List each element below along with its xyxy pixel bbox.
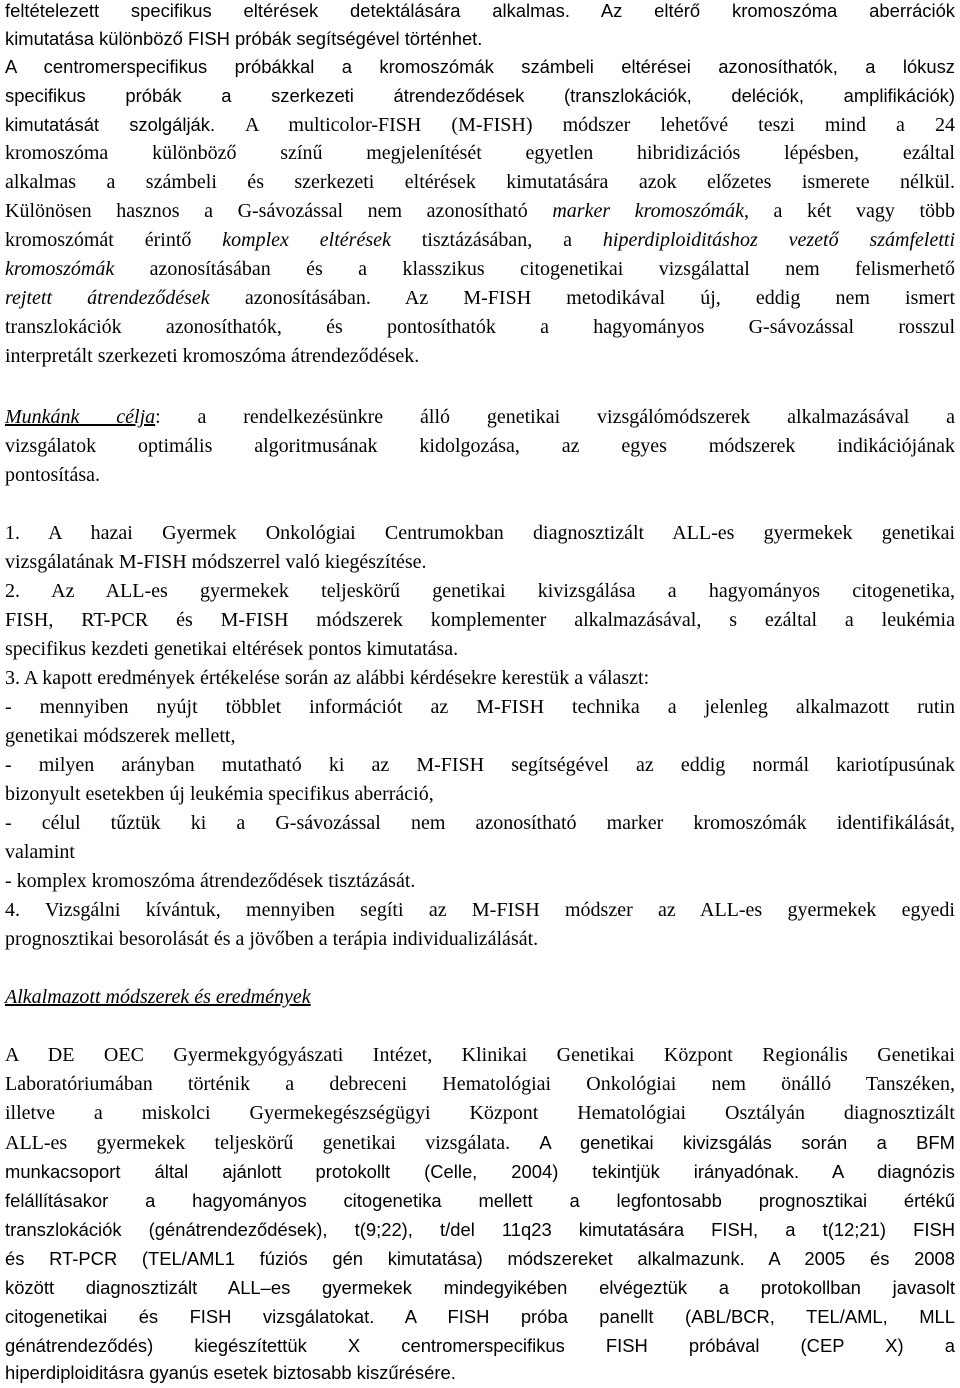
text-line (5, 403, 955, 432)
text-line: pontosítása. (5, 464, 100, 486)
text-line: transzlokációk azonosíthatók, és pontosíthatók a hagyományos G-sávozással rosszul (5, 316, 955, 338)
text-fragment: azonosításában. Az M-FISH metodikával új, eddig nem ismert (244, 287, 956, 309)
term-complex-aberrations: komplex eltérések (222, 229, 391, 251)
text-line: kimutatása különböző FISH próbák segítségével történhet. (5, 28, 483, 49)
text-fragment: Különösen hasznos a G-sávozással nem azonosítható (5, 200, 528, 222)
text-line: bizonyult esetekben új leukémia specifikus aberráció, (5, 783, 434, 805)
text-line: feltételezett specifikus eltérések detektálására alkalmas. Az eltérő kromoszóma aberrációk (5, 0, 955, 21)
aim-label: Munkánk célja (5, 406, 156, 428)
text-line: specifikus próbák a szerkezeti átrendeződések (transzlokációk, deléciók, amplifikációk) (5, 85, 955, 106)
list-item: - célul tűztük ki a G-sávozással nem azonosítható marker kromoszómák identifikálását, (5, 812, 955, 834)
text-line: illetve a miskolci Gyermekegészségügyi Központ Hematológiai Osztályán diagnosztizált (5, 1102, 955, 1124)
text-line: alkalmas a számbeli és szerkezeti eltérések kimutatására azok előzetes ismerete nélkül. (5, 171, 955, 193)
text-line (5, 1128, 955, 1157)
text-fragment: kimutatását szolgálják. (5, 114, 216, 135)
list-item: - milyen arányban mutatható ki az M-FISH segítségével az eddig normál kariotípusúnak (5, 754, 955, 776)
text-line: genetikai módszerek mellett, (5, 725, 236, 747)
methods-heading: Alkalmazott módszerek és eredmények (5, 986, 311, 1008)
text-fragment: azonosításában és a klasszikus citogenetikai vizsgálattal nem felismerhető (149, 258, 956, 280)
text-line: között diagnosztizált ALL–es gyermekek mindegyikében elvégeztük a protokollban javasolt (5, 1277, 955, 1298)
list-item: 4. Vizsgálni kívántuk, mennyiben segíti az M-FISH módszer az ALL-es gyermekek egyedi (5, 899, 955, 921)
text-fragment: tisztázásában, a (421, 229, 573, 251)
text-line: kromoszóma különböző színű megjelenítését egyetlen hibridizációs lépésben, ezáltal (5, 142, 955, 164)
text-line: vizsgálatok optimális algoritmusának kidolgozása, az egyes módszerek indikációjának (5, 435, 955, 457)
list-item: - komplex kromoszóma átrendeződések tisztázását. (5, 870, 416, 892)
text-line: prognosztikai besorolását és a jövőben a terápia individualizálását. (5, 928, 539, 950)
text-fragment: A multicolor-FISH (M-FISH) módszer lehetővé teszi mind a 24 (245, 114, 955, 136)
text-line: A centromerspecifikus próbákkal a kromoszómák számbeli eltérései azonosíthatók, a lókusz (5, 56, 955, 77)
text-line: felállításakor a hagyományos citogenetika mellett a legfontosabb prognosztikai értékű (5, 1190, 955, 1211)
term-hidden-rearrangements: rejtett átrendeződések (5, 287, 210, 309)
list-item: 1. A hazai Gyermek Onkológiai Centrumokban diagnosztizált ALL-es gyermekek genetikai (5, 522, 955, 544)
text-fragment: kromoszómát érintő (5, 229, 192, 251)
term-marker-chromosomes: marker kromoszómák (552, 200, 744, 222)
text-line: specifikus kezdeti genetikai eltérések pontos kimutatása. (5, 638, 459, 660)
text-fragment: : a rendelkezésünkre álló genetikai vizsgálómódszerek alkalmazásával a (155, 406, 956, 428)
text-line (5, 284, 955, 313)
text-line: Laboratóriumában történik a debreceni Hematológiai Onkológiai nem önálló Tanszéken, (5, 1073, 955, 1095)
text-line: hiperdiploiditásra gyanús esetek biztosabb kiszűrésére. (5, 1362, 456, 1383)
text-fragment: , a két vagy több (743, 200, 955, 222)
text-fragment: A genetikai kivizsgálás során a BFM (539, 1132, 955, 1153)
list-item: 3. A kapott eredmények értékelése során az alábbi kérdésekre kerestük a választ: (5, 667, 650, 689)
text-fragment: ALL-es gyermekek teljeskörű genetikai vizsgálata. (5, 1132, 511, 1154)
term-hyperdiploidy: hiperdiploiditáshoz vezető számfeletti (602, 229, 956, 251)
text-line: munkacsoport által ajánlott protokollt (Celle, 2004) tekintjük irányadónak. A diagnózis (5, 1161, 955, 1182)
text-line: vizsgálatának M-FISH módszerrel való kiegészítése. (5, 551, 427, 573)
text-line: interpretált szerkezeti kromoszóma átrendeződések. (5, 345, 420, 367)
list-item: - mennyiben nyújt többlet információt az M-FISH technika a jelenleg alkalmazott rutin (5, 696, 955, 718)
text-line: citogenetikai és FISH vizsgálatokat. A FISH próba panellt (ABL/BCR, TEL/AML, MLL (5, 1306, 955, 1327)
text-line: génátrendeződés) kiegészítettük X centromerspecifikus FISH próbával (CEP X) a (5, 1335, 955, 1356)
text-line (5, 110, 955, 139)
text-line (5, 255, 955, 284)
text-line: A DE OEC Gyermekgyógyászati Intézet, Klinikai Genetikai Központ Regionális Genetikai (5, 1044, 955, 1066)
text-line (5, 226, 955, 255)
text-line: FISH, RT-PCR és M-FISH módszerek komplementer alkalmazásával, s ezáltal a leukémia (5, 609, 955, 631)
list-item: 2. Az ALL-es gyermekek teljeskörű genetikai kivizsgálása a hagyományos citogenetika, (5, 580, 955, 602)
text-line: valamint (5, 841, 75, 863)
section-heading (5, 983, 955, 1012)
text-line (5, 197, 955, 226)
text-line: és RT-PCR (TEL/AML1 fúziós gén kimutatása) módszereket alkalmazunk. A 2005 és 2008 (5, 1248, 955, 1269)
text-line: transzlokációk (génátrendeződések), t(9;22), t/del 11q23 kimutatására FISH, a t(12;21) FISH (5, 1219, 955, 1240)
term-chromosomes: kromoszómák (5, 258, 115, 280)
